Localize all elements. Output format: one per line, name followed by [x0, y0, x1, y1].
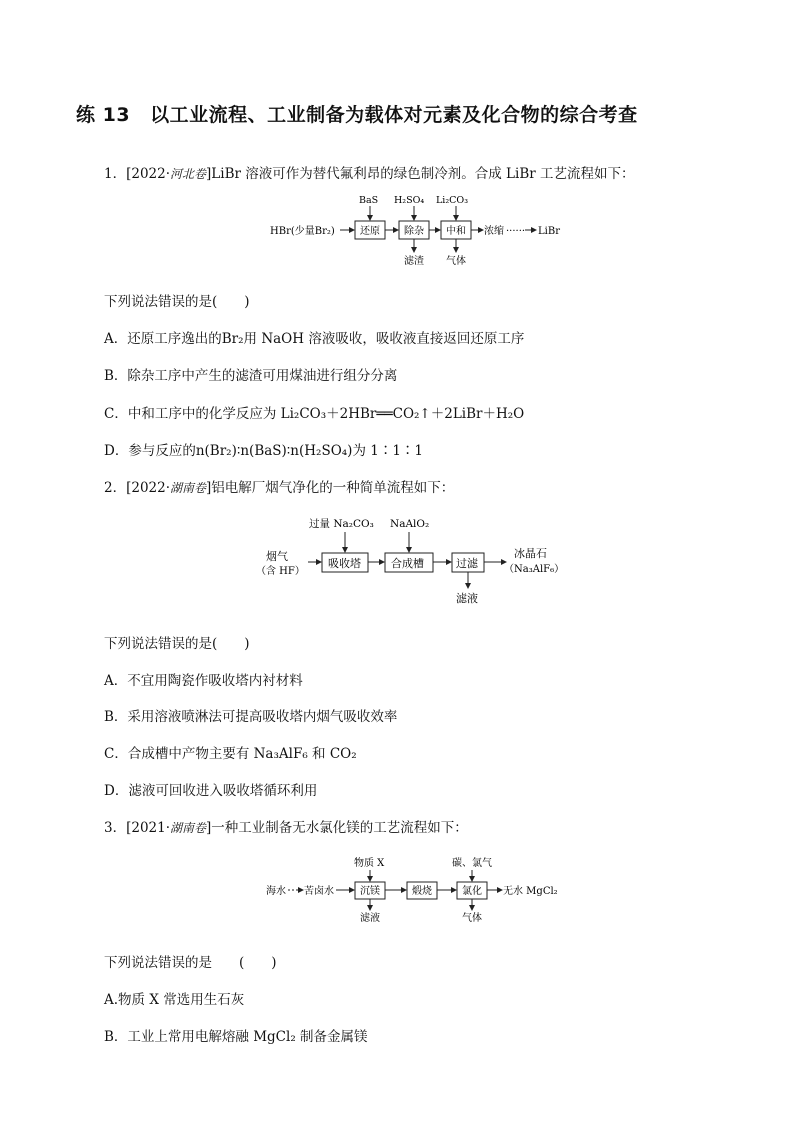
- flow-step-1: 沉镁: [360, 886, 380, 897]
- flow-step-3: 中和: [446, 226, 466, 237]
- reagent-label: NaAlO₂: [390, 518, 430, 530]
- question-2-stem: 下列说法错误的是( ): [104, 636, 250, 652]
- byproduct-label: 滤渣: [404, 256, 424, 267]
- question-2-flow-diagram: [252, 514, 582, 606]
- reagent-label: 物质 X: [354, 858, 385, 869]
- option-a: A．不宜用陶瓷作吸收塔内衬材料: [104, 673, 303, 689]
- question-1-flow-diagram: [270, 192, 570, 270]
- question-3-header: 3．[2021·湖南卷]一种工业制备无水氯化镁的工艺流程如下：: [104, 820, 468, 836]
- title-number: 练 13: [76, 104, 131, 126]
- option-b: B．除杂工序中产生的滤渣可用煤油进行组分分离: [104, 368, 398, 384]
- question-1-header: 1．[2022·河北卷]LiBr 溶液可作为替代氟利昂的绿色制冷剂。合成 LiBr 工艺流程如下：: [104, 166, 635, 182]
- title-text: 以工业流程、工业制备为载体对元素及化合物的综合考查: [150, 104, 638, 126]
- option-c: C．中和工序中的化学反应为 Li₂CO₃＋2HBr══CO₂↑＋2LiBr＋H₂O: [104, 406, 525, 422]
- page-title: [76, 100, 638, 127]
- flow-output: 冰晶石: [514, 547, 547, 560]
- option-c: C．合成槽中产物主要有 Na₃AlF₆ 和 CO₂: [104, 746, 357, 762]
- question-source: 湖南卷: [170, 481, 207, 495]
- reagent-label: 碳、氯气: [452, 858, 492, 869]
- option-b: B．采用溶液喷淋法可提高吸收塔内烟气吸收效率: [104, 709, 398, 725]
- question-source: 湖南卷: [170, 821, 207, 835]
- flow-input: 烟气: [266, 550, 288, 563]
- reagent-label: Li₂CO₃: [436, 195, 469, 206]
- question-2-header: 2．[2022·湖南卷]铝电解厂烟气净化的一种简单流程如下：: [104, 480, 455, 496]
- option-a: A.物质 X 常选用生石灰: [104, 992, 245, 1008]
- flow-step-3: 过滤: [456, 557, 478, 570]
- byproduct-label: 滤液: [456, 592, 478, 605]
- question-3-stem: 下列说法错误的是 ( ): [104, 955, 277, 971]
- option-d: D．滤液可回收进入吸收塔循环利用: [104, 783, 318, 799]
- byproduct-label: 气体: [462, 913, 482, 924]
- reagent-label: 过量 Na₂CO₃: [309, 518, 374, 530]
- option-b: B．工业上常用电解熔融 MgCl₂ 制备金属镁: [104, 1029, 368, 1045]
- byproduct-label: 气体: [446, 256, 466, 267]
- flow-input: HBr(少量Br₂): [270, 226, 335, 237]
- flow-step-2: 煅烧: [412, 886, 432, 897]
- flow-step-1: 吸收塔: [328, 557, 361, 570]
- question-3-flow-diagram: [266, 854, 566, 924]
- flow-intermediate: 苦卤水: [304, 886, 334, 897]
- flow-step-2: 合成槽: [391, 557, 424, 570]
- reagent-label: H₂SO₄: [394, 195, 425, 206]
- question-1-stem: 下列说法错误的是( ): [104, 294, 250, 310]
- flow-output: 无水 MgCl₂: [503, 886, 558, 897]
- flow-output-formula: （Na₃AlF₆）: [504, 564, 565, 575]
- reagent-label: BaS: [359, 195, 379, 206]
- option-a: A．还原工序逸出的Br₂用 NaOH 溶液吸收，吸收液直接返回还原工序: [104, 331, 525, 347]
- flow-concentrate: 浓缩: [484, 226, 504, 237]
- flow-dots: ······: [506, 226, 526, 237]
- flow-step-1: 还原: [360, 226, 380, 237]
- flow-step-3: 氯化: [462, 886, 482, 897]
- flow-start: 海水: [266, 886, 286, 897]
- byproduct-label: 滤液: [360, 913, 380, 924]
- flow-output: LiBr: [538, 226, 560, 237]
- flow-step-2: 除杂: [404, 226, 424, 237]
- flow-input-note: （含 HF）: [256, 566, 305, 577]
- question-source: 河北卷: [170, 167, 207, 181]
- option-d: D．参与反应的n(Br₂)∶n(BaS)∶n(H₂SO₄)为 1∶1∶1: [104, 443, 424, 459]
